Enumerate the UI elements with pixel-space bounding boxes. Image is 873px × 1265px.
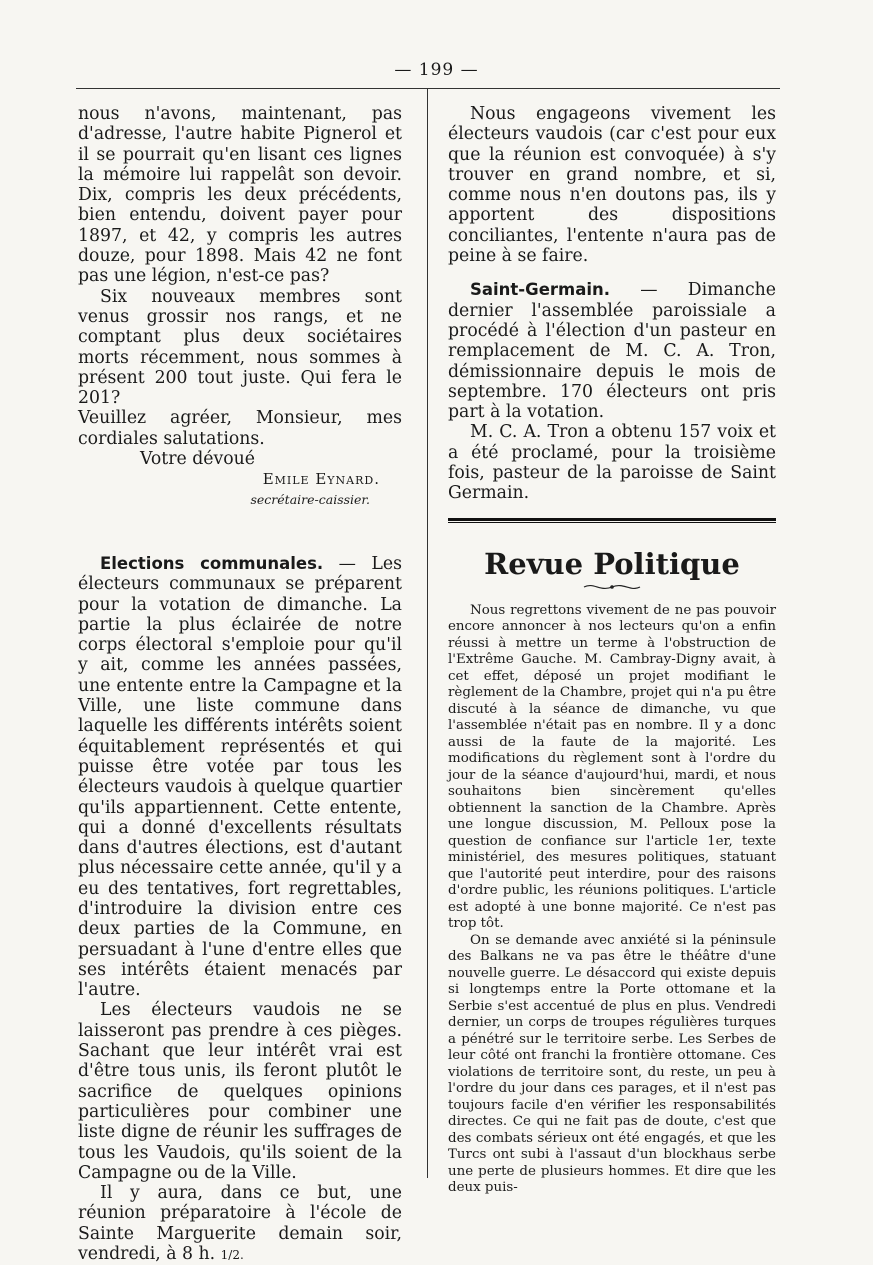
letter-closing: Veuillez agréer, Monsieur, mes cordiales salutations. bbox=[78, 408, 402, 449]
letter-paragraph-1: nous n'avons, maintenant, pas d'adresse, l'autre habite Pignerol et il se pourrait qu'en lisant ces lignes la mémoire lui rappelât son devoir. Dix, compris les deux précédents, bien entendu, doivent payer pour 1897, et 42, y compris les autres douze, pour 1898. Mais 42 ne font pas une légion, n'est-ce pas? bbox=[78, 104, 402, 287]
elections-text-1: — Les électeurs communaux se préparent pour la votation de dimanche. La partie la plus éclairée de notre corps électoral s'emploie pour qu'il y ait, comme les années passées, une entente entre la Campagne et la Ville, une liste commune dans laquelle les différents intérêts soient équitablement représentés et qui puisse être votée par tous les électeurs vaudois à quelque quartier qu'ils appartiennent. Cette entente, qui a donné d'excellents résultats dans d'autres élections, est d'autant plus nécessaire cette année, qu'il y a eu des tentatives, fort regrettables, d'introduire la division entre ces deux parties de la Commune, en persuadant à l'une d'entre elles que ses intérêts étaient menacés par l'autre. bbox=[78, 553, 402, 1001]
flourish-ornament bbox=[582, 581, 642, 593]
column-divider bbox=[427, 88, 428, 1178]
revue-paragraph-2: On se demande avec anxiété si la péninsule des Balkans ne va pas être le théâtre d'une nouvelle guerre. Le désaccord qui existe depuis si longtemps entre la Porte ottomane et la Serbie s'est accentué de plus en plus. Vendredi dernier, un corps de troupes régulières turques a pénétré sur le territoire serbe. Les Serbes de leur côté ont franchi la frontière ottomane. Ces violations de territoire sont, du reste, un peu à l'ordre du jour dans ces parages, et il n'est pas toujours facile d'en vérifier les responsabilités directes. Ce qui ne fait pas de doute, c'est que des combats sérieux ont été engagés, et que les Turcs ont subi à l'assaut d'un blockhaus serbe une perte de plusieurs hommes. Et dire que les deux puis- bbox=[448, 932, 776, 1196]
elections-text-3: Il y aura, dans ce but, une réunion préparatoire à l'école de Sainte Marguerite demain soir, vendredi, à 8 h. bbox=[78, 1183, 402, 1265]
signature-name: Emile Eynard. bbox=[262, 470, 380, 489]
elections-continuation: Nous engageons vivement les électeurs vaudois (car c'est pour eux que la réunion est convoquée) à s'y trouver en grand nombre, et si, comme nous n'en doutons pas, ils y apportent des dispositions conciliantes, l'entente n'aura pas de peine à se faire. bbox=[448, 104, 776, 267]
elections-heading: Elections communales. bbox=[100, 553, 324, 573]
elections-paragraph-2: Les électeurs vaudois ne se laisseront pas prendre à ces pièges. Sachant que leur intérêt vrai est d'être tous unis, ils feront plutôt le sacrifice de quelques opinions particulières pour combiner une liste digne de réunir les suffrages de tous les Vaudois, qu'ils soient de la Campagne ou de la Ville. bbox=[78, 1000, 402, 1183]
right-column bbox=[448, 104, 776, 1197]
elections-fraction: 1/2. bbox=[220, 1248, 244, 1263]
elections-paragraph-1 bbox=[78, 554, 402, 1001]
stgermain-text-1: — Dimanche dernier l'assemblée paroissiale a procédé à l'élection d'un pasteur en remplacement de M. C. A. Tron, démissionnaire depuis le mois de septembre. 170 électeurs ont pris part à la votation. bbox=[448, 280, 776, 423]
stgermain-heading: Saint-Germain. bbox=[470, 280, 611, 300]
revue-body bbox=[448, 603, 776, 1197]
signature-title: secrétaire-caissier. bbox=[250, 491, 370, 507]
stgermain-paragraph-2: M. C. A. Tron a obtenu 157 voix et a été proclamé, pour la troisième fois, pasteur de la paroisse de Saint Germain. bbox=[448, 422, 776, 504]
revue-paragraph-1: Nous regrettons vivement de ne pas pouvoir encore annoncer à nos lecteurs qu'on a enfin réussi à mettre un terme à l'obstruction de l'Extrême Gauche. M. Cambray-Digny avait, à cet effet, déposé un projet modifiant le règlement de la Chambre, projet qui n'a pu être discuté à la séance de dimanche, vu que l'assemblée n'était pas en nombre. Il y a donc aussi de la faute de la majorité. Les modifications du règlement sont à l'ordre du jour de la séance d'aujourd'hui, mardi, et nous souhaitons bien sincèrement qu'elles obtiennent la sanction de la Chambre. Après une longue discussion, M. Pelloux pose la question de confiance sur l'article 1er, texte ministériel, des mesures politiques, statuant que l'autorité peut interdire, pour des raisons d'ordre public, les réunions politiques. L'article est adopté à une bonne majorité. Ce n'est pas trop tôt. bbox=[448, 602, 776, 932]
header-rule bbox=[76, 88, 780, 89]
letter-paragraph-2: Six nouveaux membres sont venus grossir nos rangs, et ne comptant plus deux sociétaires morts récemment, nous sommes à présent 200 tout juste. Qui fera le 201? bbox=[78, 286, 402, 409]
signature-greeting: Votre dévoué bbox=[140, 449, 256, 470]
elections-paragraph-3 bbox=[78, 1183, 402, 1265]
page-number: — 199 — bbox=[394, 60, 479, 80]
stgermain-paragraph-1 bbox=[448, 280, 776, 422]
revue-title: Revue Politique bbox=[484, 546, 740, 581]
section-rule bbox=[448, 518, 776, 523]
left-column bbox=[78, 104, 402, 1265]
